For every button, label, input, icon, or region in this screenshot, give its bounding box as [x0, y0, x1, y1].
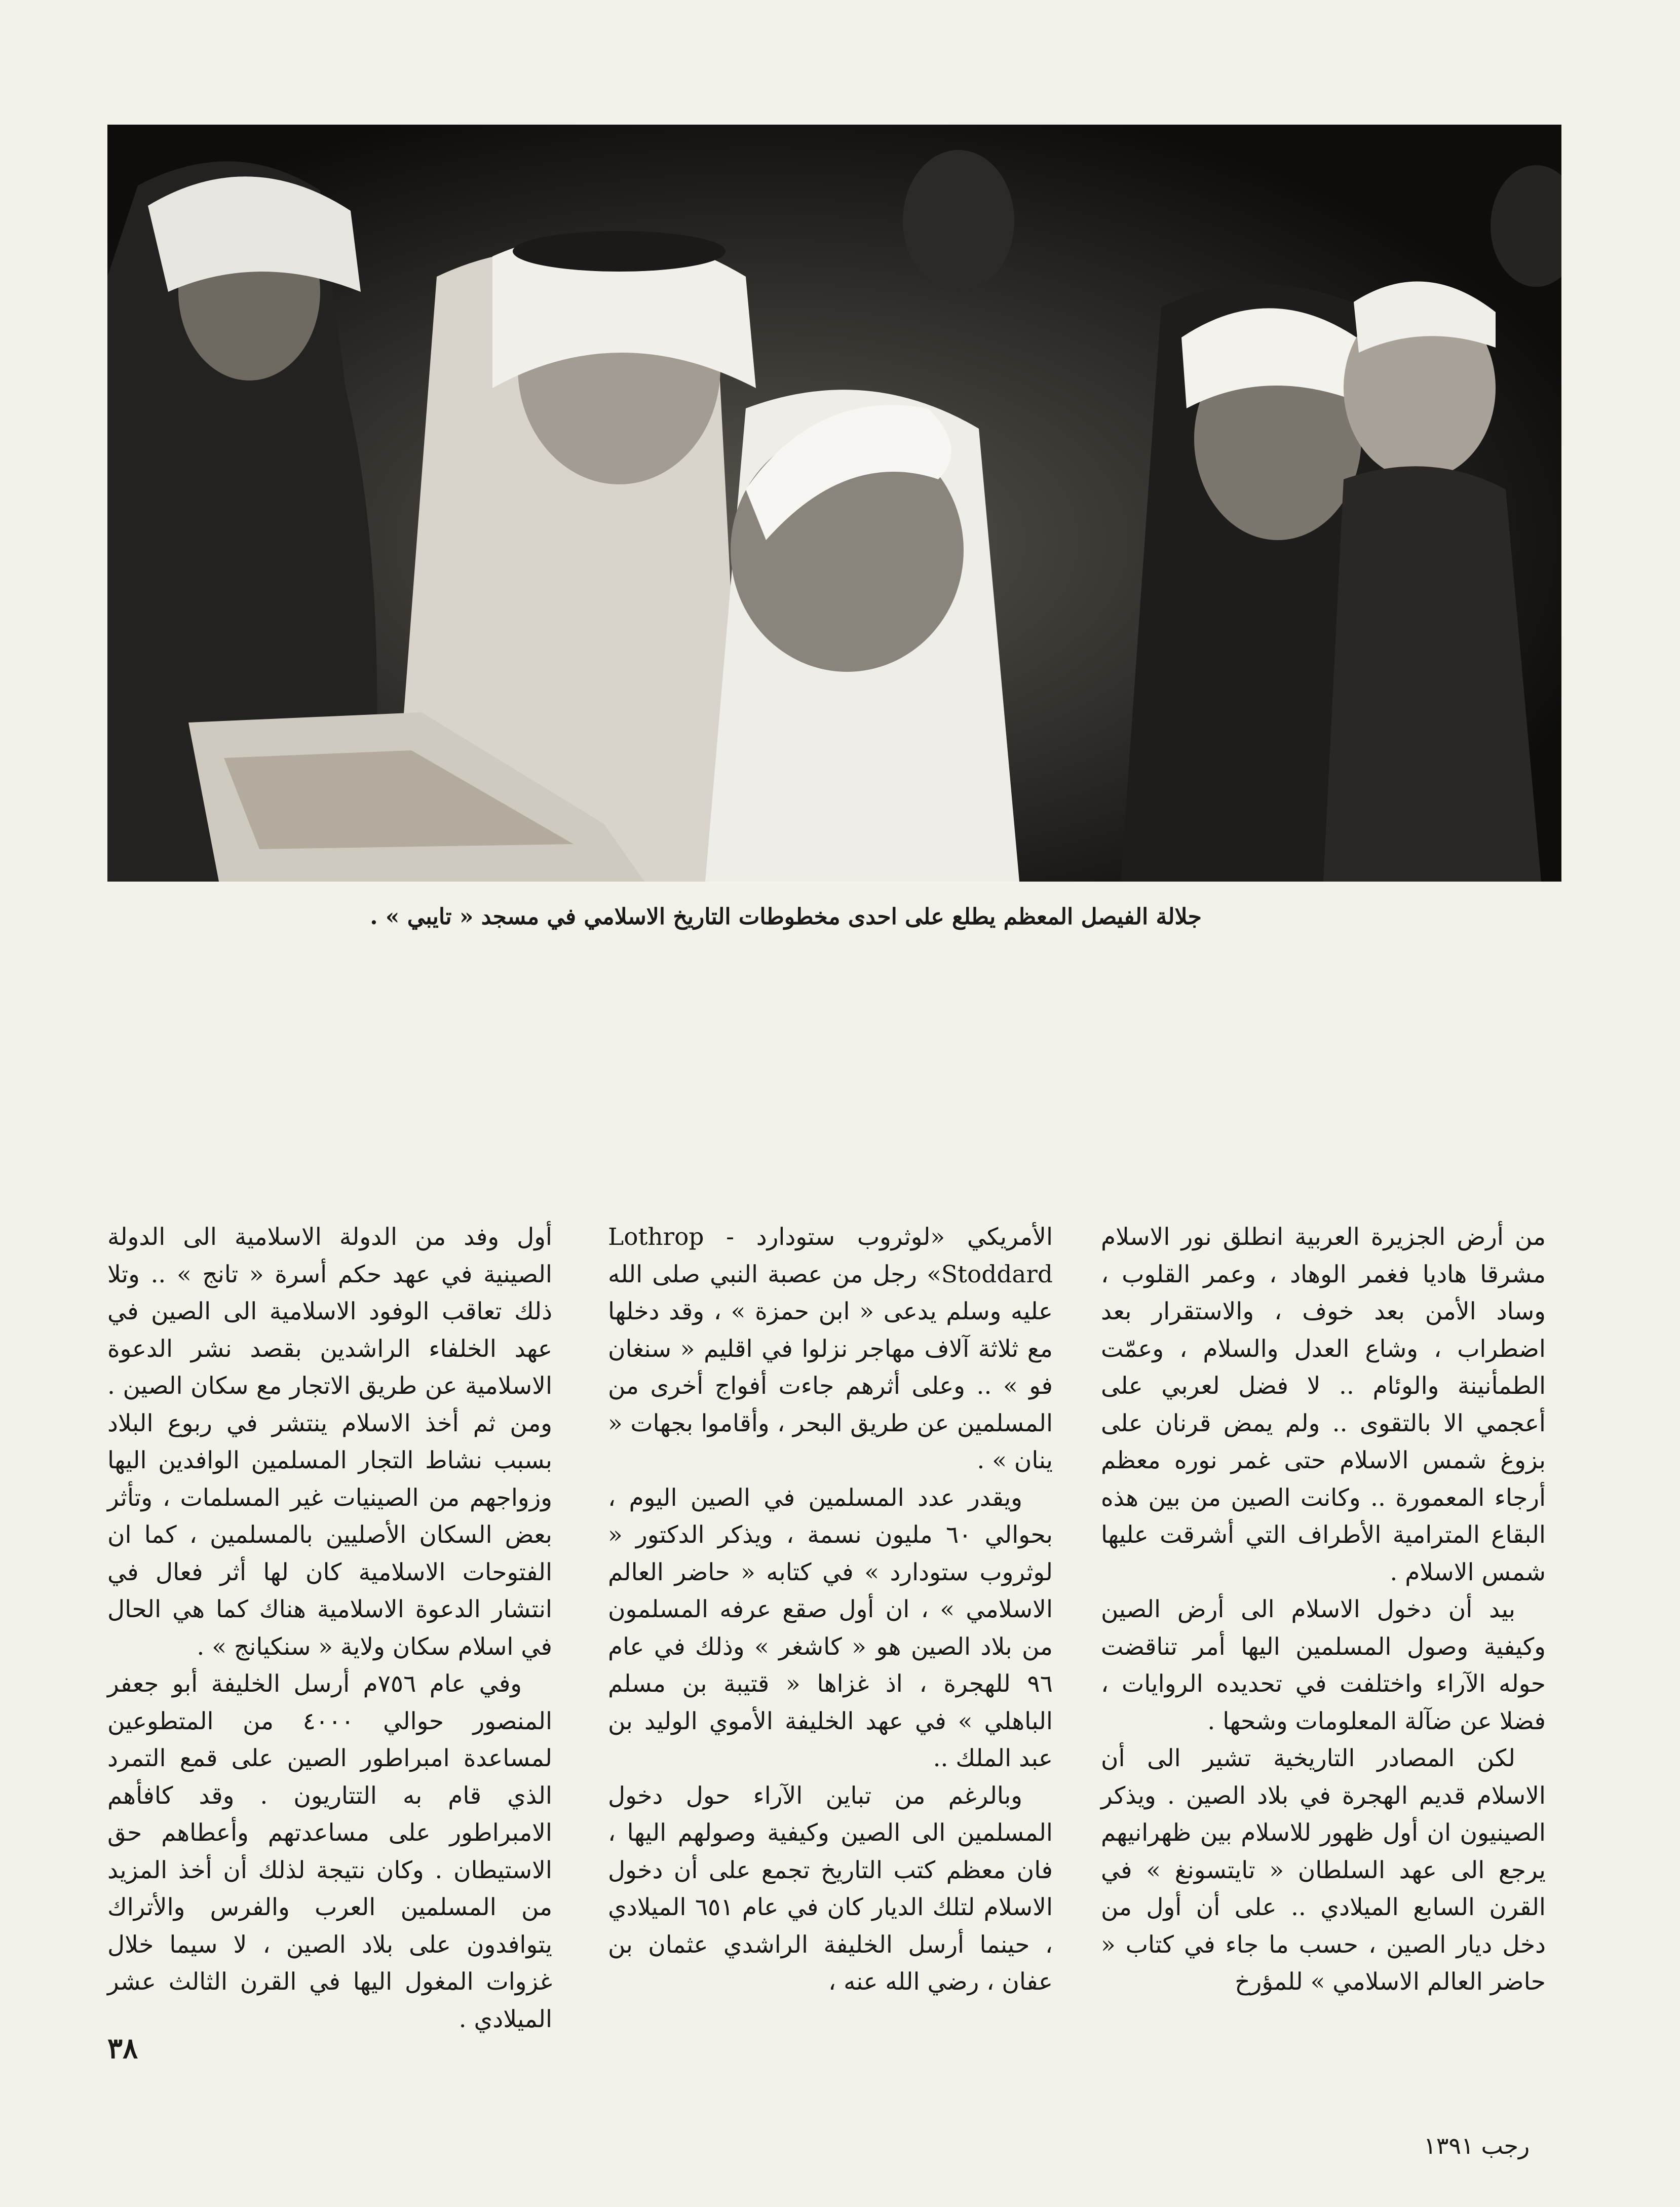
paragraph: لكن المصادر التاريخية تشير الى أن الاسلام قديم الهجرة في بلاد الصين . ويذكر الصينيون ان أول ظهور للاسلام بين ظهرانيهم يرجع الى عهد السلطان « تايتسونغ » في القرن السابع الميلادي .. على أن أول من دخل ديار الصين ، حسب ما جاء في كتاب « حاضر العالم الاسلامي » للمؤرخ — [1101, 1744, 1546, 1996]
paragraph: أول وفد من الدولة الاسلامية الى الدولة الصينية في عهد حكم أسرة « تانج » .. وتلا ذلك تعاقب الوفود الاسلامية الى الصين في عهد الخلفاء الراشدين بقصد نشر الدعوة الاسلامية عن طريق الاتجار مع سكان الصين . ومن ثم أخذ الاسلام ينتشر في ربوع البلاد بسبب نشاط التجار المسلمين الوافدين اليها وزواجهم من الصينيات غير المسلمات ، وتأثر بعض السكان الأصليين بالمسلمين ، كما ان الفتوحات الاسلامية كان لها أثر فعال في انتشار الدعوة الاسلامية هناك كما هي الحال في اسلام سكان ولاية « سنكيانج » . — [107, 1223, 552, 1661]
issue-date: رجب ١٣٩١ — [1424, 2132, 1530, 2159]
paragraph: بيد أن دخول الاسلام الى أرض الصين وكيفية وصول المسلمين اليها أمر تناقضت حوله الآراء واختلفت في تحديده الروايات ، فضلا عن ضآلة المعلومات وشحها . — [1101, 1595, 1546, 1735]
article-column-left — [107, 1219, 552, 2038]
page-number: ٣٨ — [107, 2032, 138, 2065]
article-column-right — [1101, 1219, 1546, 2001]
paragraph: الأمريكي «لوثروب ستودارد - Lothrop Stoddard» رجل من عصبة النبي صلى الله عليه وسلم يدعى « ابن حمزة » ، وقد دخلها مع ثلاثة آلاف مهاجر نزلوا في اقليم « سنغان فو » .. وعلى أثرهم جاءت أفواج أخرى من المسلمين عن طريق البحر ، وأقاموا بجهات « ينان » . — [608, 1223, 1053, 1474]
paragraph: وفي عام ٧٥٦م أرسل الخليفة أبو جعفر المنصور حوالي ٤٠٠٠ من المتطوعين لمساعدة امبراطور الصين على قمع التمرد الذي قام به التتاريون . وقد كافأهم الامبراطور على مساعدتهم وأعطاهم حق الاستيطان . وكان نتيجة لذلك أن أخذ المزيد من المسلمين العرب والفرس والأتراك يتوافدون على بلاد الصين ، لا سيما خلال غزوات المغول اليها في القرن الثالث عشر الميلادي . — [107, 1670, 552, 2033]
article-column-middle — [608, 1219, 1053, 2001]
photo-caption: جلالة الفيصل المعظم يطلع على احدى مخطوطات التاريخ الاسلامي في مسجد « تايبي » . — [370, 904, 1202, 930]
photo-illustration — [107, 125, 1561, 882]
paragraph: ويقدر عدد المسلمين في الصين اليوم ، بحوالي ٦٠ مليون نسمة ، ويذكر الدكتور « لوثروب ستودارد » في كتابه « حاضر العالم الاسلامي » ، ان أول صقع عرفه المسلمون من بلاد الصين هو « كاشغر » وذلك في عام ٩٦ للهجرة ، اذ غزاها « قتيبة بن مسلم الباهلي » في عهد الخليفة الأموي الوليد بن عبد الملك .. — [608, 1483, 1053, 1772]
news-photograph — [107, 125, 1561, 882]
paragraph: وبالرغم من تباين الآراء حول دخول المسلمين الى الصين وكيفية وصولهم اليها ، فان معظم كتب التاريخ تجمع على أن دخول الاسلام لتلك الديار كان في عام ٦٥١ الميلادي ، حينما أرسل الخليفة الراشدي عثمان بن عفان ، رضي الله عنه ، — [608, 1781, 1053, 1996]
paragraph: من أرض الجزيرة العربية انطلق نور الاسلام مشرقا هاديا فغمر الوهاد ، وعمر القلوب ، وساد الأمن بعد خوف ، والاستقرار بعد اضطراب ، وشاع العدل والسلام ، وعمّت الطمأنينة والوئام .. لا فضل لعربي على أعجمي الا بالتقوى .. ولم يمض قرنان على بزوغ شمس الاسلام حتى غمر نوره معظم أرجاء المعمورة .. وكانت الصين من بين هذه البقاع المترامية الأطراف التي أشرقت عليها شمس الاسلام . — [1101, 1223, 1546, 1586]
